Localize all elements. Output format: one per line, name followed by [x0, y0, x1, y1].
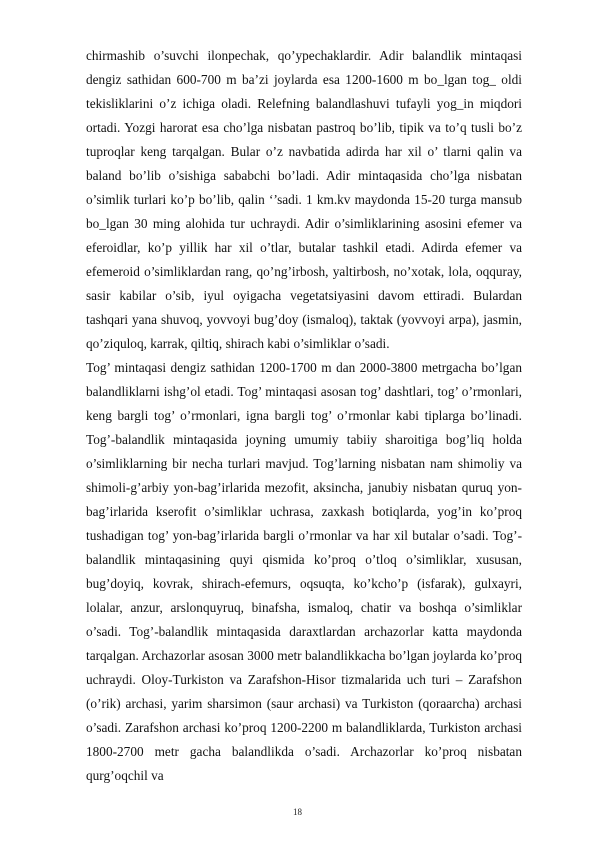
paragraph-adir: chirmashib o’suvchi ilonpechak, qo’ypechaklardir. Adir balandlik mintaqasi dengiz sathidan 600-700 m ba’zi joylarda esa 1200-1600 m bo_lgan tog_ oldi tekisliklarini o’z ichiga oladi. Relefning balandlashuvi tufayli yog_in miqdori ortadi. Yozgi harorat esa cho’lga nisbatan pastroq bo’lib, tipik va to’q tusli bo’z tuproqlar keng tarqalgan. Bular o’z navbatida adirda har xil o’ tlarni qalin va baland bo’lib o’sishiga sababchi bo’ladi. Adir mintaqasida cho’lga nisbatan o’simlik turlari ko’p bo’lib, qalin ‘’sadi. 1 km.kv maydonda 15-20 turga mansub bo_lgan 30 ming alohida tur uchraydi. Adir o’simliklarining asosini efemer va eferoidlar, ko’p yillik har xil o’tlar, butalar tashkil etadi. Adirda efemer va efemeroid o’simliklardan rang, qo’ng’irbosh, yaltirbosh, no’xotak, lola, oqquray, sasir kabilar o’sib, iyul oyigacha vegetatsiyasini davom ettiradi. Bulardan tashqari yana shuvoq, yovvoyi bug’doy (ismaloq), taktak (yovvoyi arpa), jasmin, qo’ziquloq, karrak, qiltiq, shirach kabi o’simliklar o’sadi.	[86, 48, 522, 351]
page-number: 18	[293, 807, 302, 817]
body-text	[86, 44, 522, 788]
paragraph-tog: Tog’ mintaqasi dengiz sathidan 1200-1700 m dan 2000-3800 metrgacha bo’lgan balandliklarni ishg’ol etadi. Tog’ mintaqasi asosan tog’ dashtlari, tog’ o’rmonlari, keng bargli tog’ o’rmonlari, igna bargli tog’ o’rmonlar kabi tiplarga bo’linadi. Tog’-balandlik mintaqasida joyning umumiy tabiiy sharoitiga bog’liq holda o’simliklarning bir necha turlari mavjud. Tog’larning nisbatan nam shimoliy va shimoli-g’arbiy yon-bag’irlarida mezofit, aksincha, janubiy nisbatan quruq yon-bag’irlarida kserofit o’simliklar uchrasa, zaxkash botiqlarda, yog’in ko’proq tushadigan tog’ yon-bag’irlarida bargli o’rmonlar va har xil butalar o’sadi. Tog’-balandlik mintaqasining quyi qismida ko’proq o’tloq o’simliklar, xususan, bug’doyiq, kovrak, shirach-efemurs, oqsuqta, ko’kcho’p (isfarak), gulxayri, lolalar, anzur, arslonquyruq, binafsha, ismaloq, chatir va boshqa o’simliklar o’sadi. Tog’-balandlik mintaqasida daraxtlardan archazorlar katta maydonda tarqalgan. Archazorlar asosan 3000 metr balandlikkacha bo’lgan joylarda ko’proq uchraydi. Oloy-Turkiston va Zarafshon-Hisor tizmalarida uch turi – Zarafshon (o’rik) archasi, yarim sharsimon (saur archasi) va Turkiston (qoraarcha) archasi o’sadi. Zarafshon archasi ko’proq 1200-2200 m balandliklarda, Turkiston archasi 1800-2700 metr gacha balandlikda o’sadi. Archazorlar ko’proq nisbatan qurg’oqchil va	[86, 360, 522, 783]
